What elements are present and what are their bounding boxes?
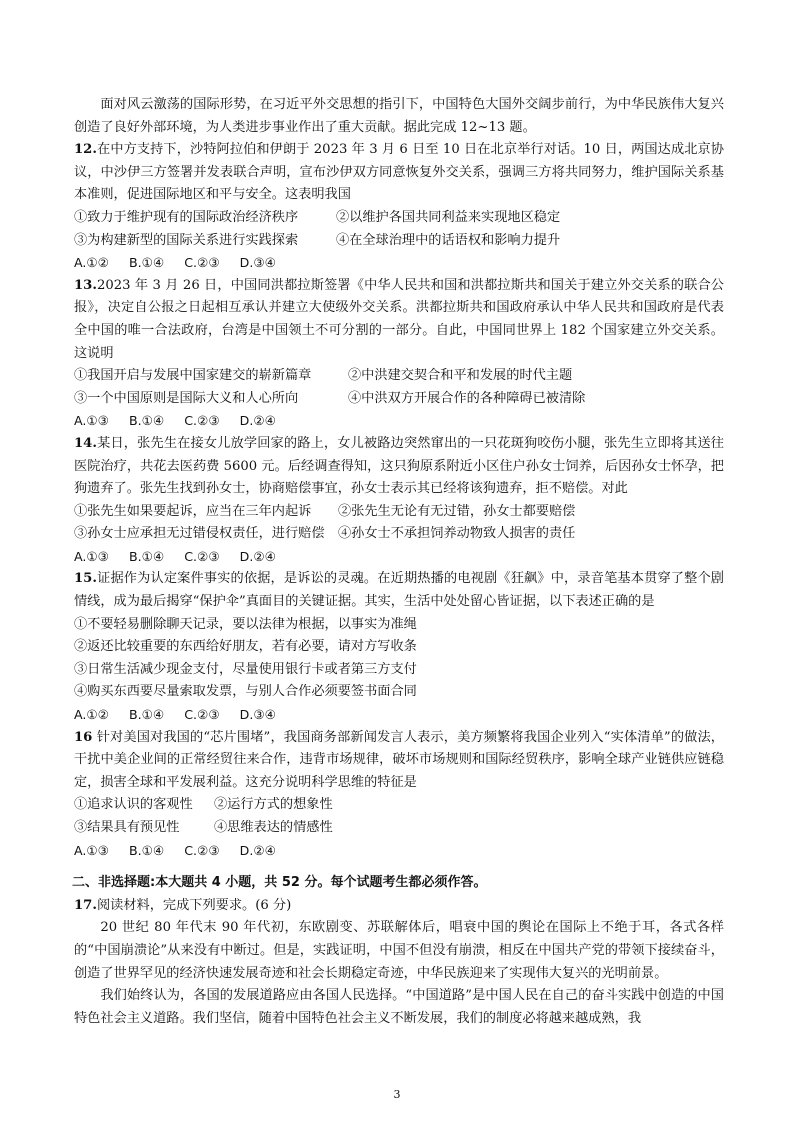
choice-b[interactable]: B.①④: [129, 413, 165, 429]
question-stem: 针对美国对我国的“芯片围堵”，我国商务部新闻发言人表示，美方频繁将我国企业列入“实体清单”的做法，干扰中美企业间的正常经贸往来合作，违背市场规律，破坏市场规则和国际经贸秩序，影响全球产业链供应链稳定，损害全球和平发展利益。这充分说明科学思维的特征是: [74, 729, 724, 790]
options-row: [74, 365, 724, 388]
option-1: ①不要轻易删除聊天记录，要以法律为根据，以事实为准绳: [74, 616, 417, 632]
option-1: ①致力于维护现有的国际政治经济秩序: [74, 209, 299, 225]
choice-a[interactable]: A.①③: [74, 548, 109, 564]
intro-paragraph: 面对风云激荡的国际形势，在习近平外交思想的指引下，中国特色大国外交阔步前行，为中华民族伟大复兴创造了良好外部环境，为人类进步事业作出了重大贡献。据此完成 12~13 题。: [74, 97, 724, 135]
option-4: ④孙女士不承担饲养动物致人损害的责任: [338, 526, 576, 542]
answer-choices: [74, 546, 724, 569]
choice-b[interactable]: B.①④: [129, 707, 165, 723]
choice-d[interactable]: D.②④: [239, 842, 276, 858]
choice-d[interactable]: D.②④: [239, 548, 276, 564]
option-3: ③孙女士应承担无过错侵权责任，进行赔偿: [74, 526, 325, 542]
option-4: ④中洪双方开展合作的各种障碍已被清除: [348, 390, 586, 406]
choice-c[interactable]: C.②③: [184, 707, 220, 723]
options-row: [74, 230, 724, 253]
choice-d[interactable]: D.③④: [239, 707, 276, 723]
question-13: [74, 275, 724, 365]
choice-c[interactable]: C.②③: [184, 548, 220, 564]
question-17: [74, 895, 724, 918]
choice-a[interactable]: A.①②: [74, 255, 109, 271]
option-2: ②以维护各国共同利益来实现地区稳定: [336, 209, 561, 225]
question-number: 16: [74, 729, 93, 745]
question-number: 14.: [74, 435, 97, 451]
question-16: [74, 727, 724, 795]
material-paragraph-2: 我们始终认为，各国的发展道路应由各国人民选择。“中国道路”是中国人民在自己的奋斗实践中创造的中国特色社会主义道路。我们坚信，随着中国特色社会主义不断发展，我们的制度必将越来越成熟，我: [74, 988, 724, 1026]
choice-b[interactable]: B.①④: [129, 548, 165, 564]
option-3: ③结果具有预见性: [74, 820, 180, 835]
question-14: [74, 433, 724, 501]
choice-c[interactable]: C.②③: [184, 255, 220, 271]
option-2: ②运行方式的想象性: [214, 797, 333, 813]
choice-c[interactable]: C.②③: [184, 842, 220, 858]
options-row: [74, 794, 724, 817]
material-paragraph-1: 20 世纪 80 年代末 90 年代初，东欧剧变、苏联解体后，唱衰中国的舆论在国际上不绝于耳，各式各样的“中国崩溃论”从来没有中断过。但是，实践证明，中国不但没有崩溃，相反在中国共产党的带领下接续奋斗，创造了世界罕见的经济快速发展奇迹和社会长期稳定奇迹，中华民族迎来了实现伟大复兴的光明前景。: [74, 920, 724, 981]
option-4: ④思维表达的情感性: [214, 820, 333, 835]
choice-a[interactable]: A.①②: [74, 707, 109, 723]
question-stem: 某日，张先生在接女儿放学回家的路上，女儿被路边突然窜出的一只花斑狗咬伤小腿，张先生立即将其送往医院治疗，共花去医药费 5600 元。后经调查得知，这只狗原系附近小区住户孙女士饲养，后因孙女士怀孕，把狗遗弃了。张先生找到孙女士，协商赔偿事宜，孙女士表示其已经将该狗遗弃，拒不赔偿。对此: [74, 435, 724, 497]
choice-c[interactable]: C.②③: [184, 413, 220, 429]
question-stem: 阅读材料，完成下列要求。(6 分): [96, 897, 292, 913]
question-stem: 在中方支持下，沙特阿拉伯和伊朗于 2023 年 3 月 6 日至 10 日在北京举行对话。10 日，两国达成北京协议，中沙伊三方签署并发表联合声明，宣布沙伊双方同意恢复外交关系，强调三方将共同努力，维护国际关系基本准则，促进国际地区和平与安全。这表明我国: [74, 142, 724, 203]
question-12: [74, 139, 724, 207]
option-3: ③日常生活减少现金支付，尽量使用银行卡或者第三方支付: [74, 661, 417, 677]
option-2: ②返还比较重要的东西给好朋友，若有必要，请对方写收条: [74, 639, 417, 655]
answer-choices: [74, 252, 724, 275]
question-number: 12.: [74, 142, 97, 158]
option-2: ②中洪建交契合和平和发展的时代主题: [348, 368, 573, 384]
option-4: ④购买东西要尽量索取发票，与别人合作必须要签书面合同: [74, 684, 417, 700]
option-3: ③一个中国原则是国际大义和人心所向: [74, 390, 299, 406]
choice-a[interactable]: A.①③: [74, 842, 109, 858]
question-number: 15.: [74, 571, 97, 587]
options-row: [74, 388, 724, 411]
question-stem: 2023 年 3 月 26 日，中国同洪都拉斯签署《中华人民共和国和洪都拉斯共和国关于建立外交关系的联合公报》，决定自公报之日起相互承认并建立大使级外交关系。洪都拉斯共和国政府承认中华人民共和国政府是代表全中国的唯一合法政府，台湾是中国领土不可分割的一部分。自此，中国同世界上 182 个国家建立外交关系。这说明: [74, 277, 724, 361]
answer-choices: [74, 704, 724, 727]
answer-choices: [74, 410, 724, 433]
question-stem: 证据作为认定案件事实的依据，是诉讼的灵魂。在近期热播的电视剧《狂飙》中，录音笔基本贯穿了整个剧情线，成为最后揭穿“保护伞”真面目的关键证据。其实，生活中处处留心皆证据，以下表述正确的是: [74, 571, 724, 610]
options-row: [74, 817, 724, 840]
choice-d[interactable]: D.③④: [239, 255, 276, 271]
option-1: ①张先生如果要起诉，应当在三年内起诉: [74, 503, 312, 519]
choice-b[interactable]: B.①④: [129, 255, 165, 271]
option-2: ②张先生无论有无过错，孙女士都要赔偿: [338, 503, 576, 519]
page-content: [74, 94, 724, 1030]
page-number: 3: [393, 1088, 401, 1101]
question-number: 17.: [74, 897, 97, 913]
option-4: ④在全球治理中的话语权和影响力提升: [336, 232, 561, 248]
options-row: [74, 523, 724, 546]
question-15: [74, 568, 724, 613]
choice-d[interactable]: D.②④: [239, 413, 276, 429]
option-3: ③为构建新型的国际关系进行实践探索: [74, 232, 299, 248]
question-number: 13.: [74, 277, 97, 293]
options-row: [74, 207, 724, 230]
choice-b[interactable]: B.①④: [129, 842, 165, 858]
options-row: [74, 501, 724, 524]
option-1: ①我国开启与发展中国家建交的崭新篇章: [74, 368, 312, 384]
section-heading: 二、非选择题:本大题共 4 小题，共 52 分。每个试题考生都必须作答。: [72, 875, 487, 891]
choice-a[interactable]: A.①③: [74, 413, 109, 429]
answer-choices: [74, 840, 724, 863]
option-1: ①追求认识的客观性: [74, 797, 193, 813]
